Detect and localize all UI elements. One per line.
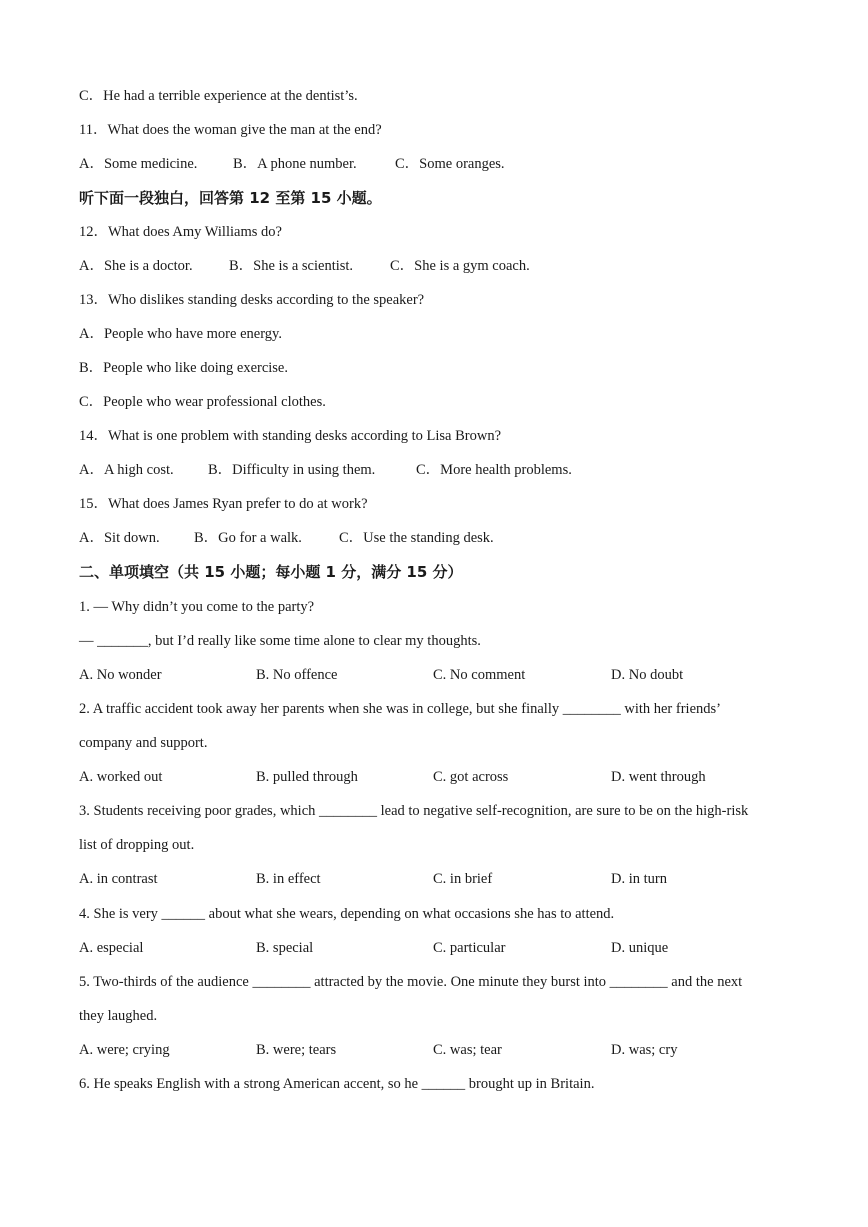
q13-option-c: C．People who wear professional clothes. <box>79 394 326 410</box>
q14-option-c: C．More health problems. <box>416 462 572 478</box>
s2-q5-option-d: D. was; cry <box>611 1042 678 1058</box>
q14-option-a: A．A high cost. <box>79 462 174 478</box>
q11-option-c: C．Some oranges. <box>395 156 505 172</box>
q13-option-a: A．People who have more energy. <box>79 326 282 342</box>
s2-q5-option-c: C. was; tear <box>433 1042 502 1058</box>
s2-q4-option-d: D. unique <box>611 940 669 956</box>
q12-option-b: B．She is a scientist. <box>229 258 354 274</box>
s2-q3-option-b: B. in effect <box>256 871 321 887</box>
q14-option-b: B．Difficulty in using them. <box>208 462 376 478</box>
s2-q2-option-b: B. pulled through <box>256 769 358 785</box>
s2-q4-option-a: A. especial <box>79 940 144 956</box>
q15-option-c: C．Use the standing desk. <box>339 530 494 546</box>
q11-option-a: A．Some medicine. <box>79 156 198 172</box>
s2-q6-line1: 6. He speaks English with a strong American accent, so he ______ brought up in Britain. <box>79 1076 595 1092</box>
s2-q3-option-c: C. in brief <box>433 871 493 887</box>
s2-q3-option-d: D. in turn <box>611 871 667 887</box>
q15-option-a: A．Sit down. <box>79 530 160 546</box>
s2-q5-option-b: B. were; tears <box>256 1042 337 1058</box>
s2-q5-line2: they laughed. <box>79 1008 158 1024</box>
s2-q3-line2: list of dropping out. <box>79 837 195 853</box>
s2-q1-line1: 1. — Why didn’t you come to the party? <box>79 599 315 615</box>
q11-stem: 11．What does the woman give the man at the end? <box>79 122 382 138</box>
q12-option-c: C．She is a gym coach. <box>390 258 530 274</box>
q13-stem: 13．Who dislikes standing desks according to the speaker? <box>79 292 425 308</box>
s2-q3-option-a: A. in contrast <box>79 871 158 887</box>
q15-stem: 15．What does James Ryan prefer to do at work? <box>79 496 368 512</box>
s2-q1-option-a: A. No wonder <box>79 667 162 683</box>
s2-q1-option-d: D. No doubt <box>611 667 684 683</box>
q10-option-c: C．He had a terrible experience at the dentist’s. <box>79 88 358 104</box>
s2-q4-line1: 4. She is very ______ about what she wears, depending on what occasions she has to attend. <box>79 906 615 922</box>
s2-q2-option-c: C. got across <box>433 769 509 785</box>
q11-option-b: B．A phone number. <box>233 156 357 172</box>
monologue-heading: 听下面一段独白，回答第 12 至第 15 小题。 <box>79 189 382 207</box>
s2-q4-option-c: C. particular <box>433 940 506 956</box>
q12-option-a: A．She is a doctor. <box>79 258 193 274</box>
s2-q2-option-d: D. went through <box>611 769 706 785</box>
q12-stem: 12．What does Amy Williams do? <box>79 224 282 240</box>
q14-stem: 14．What is one problem with standing desks according to Lisa Brown? <box>79 428 502 444</box>
s2-q5-line1: 5. Two-thirds of the audience ________ attracted by the movie. One minute they burst into ________ and the next <box>79 974 743 990</box>
s2-q5-option-a: A. were; crying <box>79 1042 170 1058</box>
s2-q3-line1: 3. Students receiving poor grades, which ________ lead to negative self-recognition, are sure to be on the high-risk <box>79 803 749 819</box>
s2-q2-option-a: A. worked out <box>79 769 163 785</box>
q15-option-b: B．Go for a walk. <box>194 530 302 546</box>
section2-heading: 二、单项填空（共 15 小题；每小题 1 分，满分 15 分） <box>79 563 463 581</box>
s2-q4-option-b: B. special <box>256 940 314 956</box>
s2-q2-line2: company and support. <box>79 735 208 751</box>
s2-q2-line1: 2. A traffic accident took away her parents when she was in college, but she finally ________ with her friends’ <box>79 701 721 717</box>
s2-q1-option-c: C. No comment <box>433 667 526 683</box>
q13-option-b: B．People who like doing exercise. <box>79 360 288 376</box>
s2-q1-line2: — _______, but I’d really like some time alone to clear my thoughts. <box>79 633 481 649</box>
s2-q1-option-b: B. No offence <box>256 667 338 683</box>
